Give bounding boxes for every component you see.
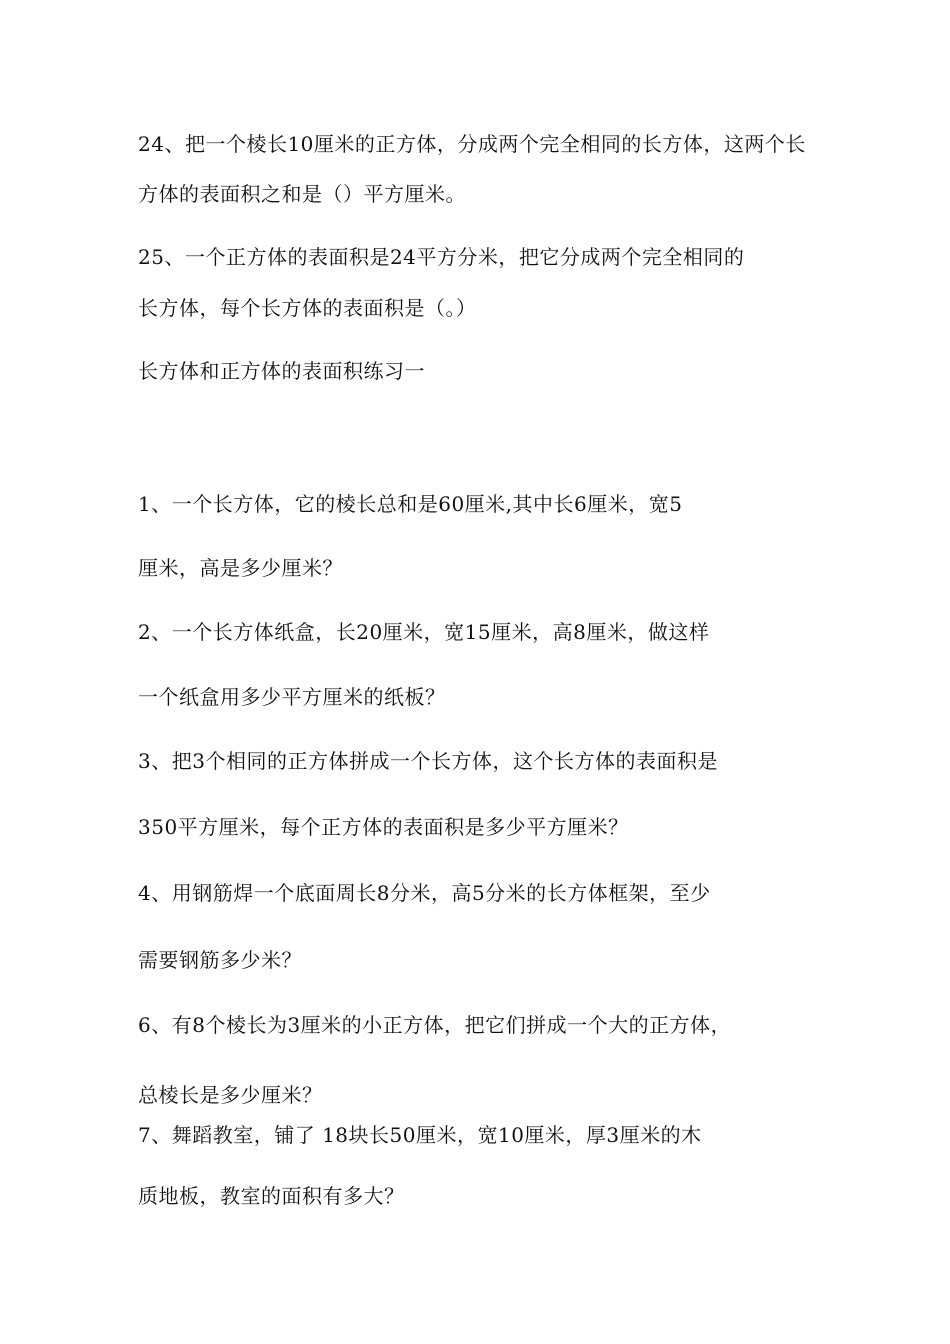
exercise-3-line-1: 3、把3个相同的正方体拼成一个长方体，这个长方体的表面积是	[138, 749, 718, 773]
exercise-7-line-1: 7、舞蹈教室，铺了 18块长50厘米，宽10厘米，厚3厘米的木	[138, 1123, 702, 1147]
exercise-6-line-1: 6、有8个棱长为3厘米的小正方体，把它们拼成一个大的正方体，	[138, 1013, 732, 1037]
question-25-line-1: 25、一个正方体的表面积是24平方分米，把它分成两个完全相同的	[138, 245, 745, 269]
question-24-line-1: 24、把一个棱长10厘米的正方体，分成两个完全相同的长方体，这两个长	[138, 132, 806, 156]
question-25-line-2: 长方体，每个长方体的表面积是（。）	[138, 296, 477, 320]
question-24-line-2: 方体的表面积之和是（）平方厘米。	[138, 182, 466, 206]
exercise-7-line-2: 质地板，教室的面积有多大？	[138, 1184, 405, 1208]
exercise-2-line-1: 2、一个长方体纸盒，长20厘米，宽15厘米，高8厘米，做这样	[138, 620, 710, 644]
exercise-6-line-2: 总棱长是多少厘米？	[138, 1083, 323, 1107]
exercise-1-line-2: 厘米，高是多少厘米？	[138, 556, 343, 580]
exercise-2-line-2: 一个纸盒用多少平方厘米的纸板？	[138, 685, 446, 709]
exercise-3-line-2: 350平方厘米，每个正方体的表面积是多少平方厘米？	[138, 815, 629, 839]
section-heading: 长方体和正方体的表面积练习一	[138, 359, 425, 383]
exercise-4-line-1: 4、用钢筋焊一个底面周长8分米，高5分米的长方体框架，至少	[138, 881, 711, 905]
exercise-1-line-1: 1、一个长方体，它的棱长总和是60厘米,其中长6厘米，宽5	[138, 492, 683, 516]
exercise-4-line-2: 需要钢筋多少米？	[138, 948, 302, 972]
